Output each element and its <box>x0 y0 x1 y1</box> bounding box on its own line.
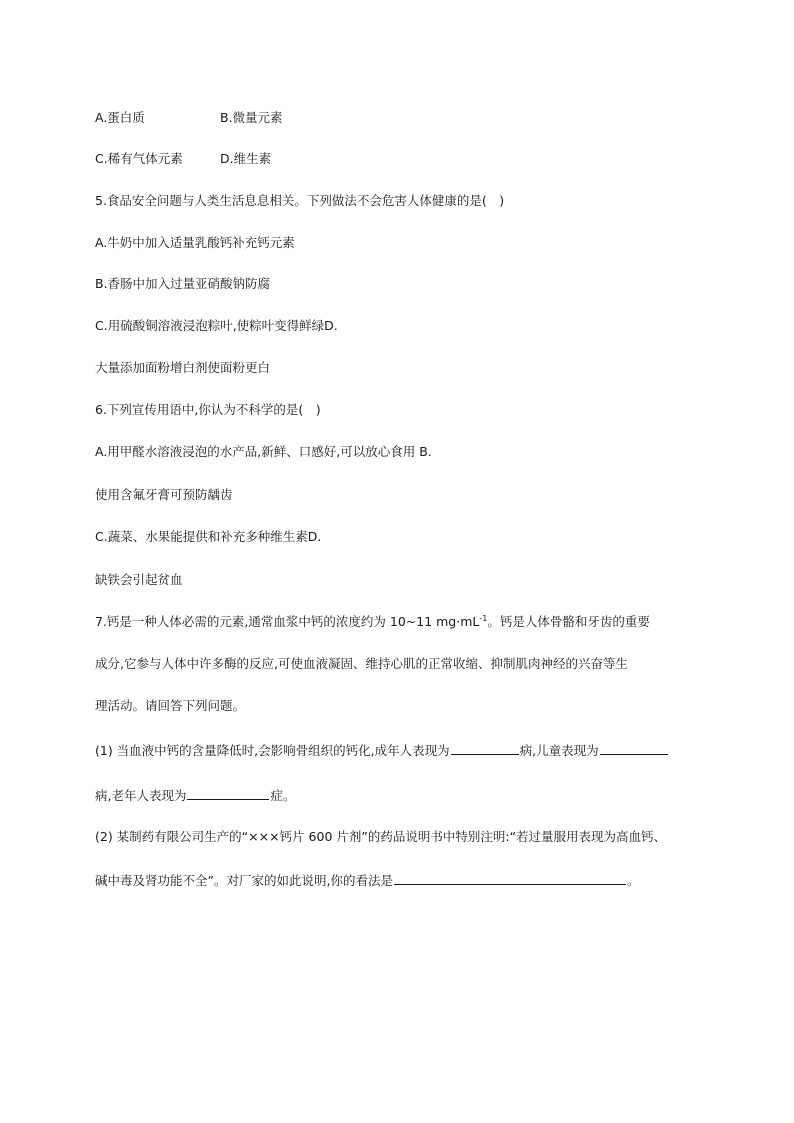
answer-blank-child[interactable] <box>600 741 668 755</box>
q4-option-d: D.维生素 <box>220 151 272 166</box>
q4-options-row-2 <box>95 151 271 167</box>
q6-stem: 6.下列宣传用语中,你认为不科学的是( ) <box>95 402 321 417</box>
q6-option-c: C.蔬菜、水果能提供和补充多种维生素D. <box>95 529 322 544</box>
q7-part1-line-2 <box>95 786 296 804</box>
q7-part1-text: (1) 当血液中钙的含量降低时,会影响骨组织的钙化,成年人表现为 <box>95 743 450 758</box>
q6-option-b: 使用含氟牙膏可预防龋齿 <box>95 487 233 502</box>
q7-part1-line-1 <box>95 741 669 759</box>
q7-part2-line-1: (2) 某制药有限公司生产的“×××钙片 600 片剂”的药品说明书中特别注明:“若过量服用表现为高血钙、 <box>95 829 667 844</box>
q4-option-b: B.微量元素 <box>220 110 283 125</box>
q7-part1-text-cont: 病,儿童表现为 <box>519 743 599 758</box>
q7-part1-text-2-cont: 症。 <box>270 788 296 803</box>
q7-stem-text-cont: 。钙是人体骨骼和牙齿的重要 <box>487 614 650 629</box>
q7-unit-exponent: -1 <box>479 613 488 623</box>
q5-option-a: A.牛奶中加入适量乳酸钙补充钙元素 <box>95 235 295 250</box>
answer-blank-adult[interactable] <box>451 741 519 755</box>
answer-blank-elderly[interactable] <box>187 786 269 800</box>
q5-option-b: B.香肠中加入过量亚硝酸钠防腐 <box>95 276 271 291</box>
q7-stem-line-3: 理活动。请回答下列问题。 <box>95 698 246 713</box>
q5-option-d: 大量添加面粉增白剂使面粉更白 <box>95 360 271 375</box>
q6-option-d: 缺铁会引起贫血 <box>95 572 183 587</box>
q7-stem-line-1 <box>95 614 650 630</box>
q7-stem-text: 7.钙是一种人体必需的元素,通常血浆中钙的浓度约为 10~11 mg·mL <box>95 614 480 629</box>
q7-part2-text: 碱中毒及肾功能不全”。对厂家的如此说明,你的看法是 <box>95 873 393 888</box>
q5-stem: 5.食品安全问题与人类生活息息相关。下列做法不会危害人体健康的是( ) <box>95 193 505 208</box>
q7-part2-text-end: 。 <box>626 873 640 888</box>
q5-option-c: C.用硫酸铜溶液浸泡粽叶,使粽叶变得鲜绿D. <box>95 318 338 333</box>
q6-option-a: A.用甲醛水溶液浸泡的水产品,新鲜、口感好,可以放心食用 B. <box>95 444 432 459</box>
q7-stem-line-2: 成分,它参与人体中许多酶的反应,可使血液凝固、维持心肌的正常收缩、抑制肌肉神经的兴奋等生 <box>95 656 628 671</box>
q4-option-a: A.蛋白质 <box>95 110 145 125</box>
q7-part2-line-2 <box>95 871 639 889</box>
answer-blank-opinion[interactable] <box>394 871 626 885</box>
q4-options-row-1 <box>95 110 283 126</box>
q4-option-c: C.稀有气体元素 <box>95 151 183 166</box>
q7-part1-text-2: 病,老年人表现为 <box>95 788 187 803</box>
